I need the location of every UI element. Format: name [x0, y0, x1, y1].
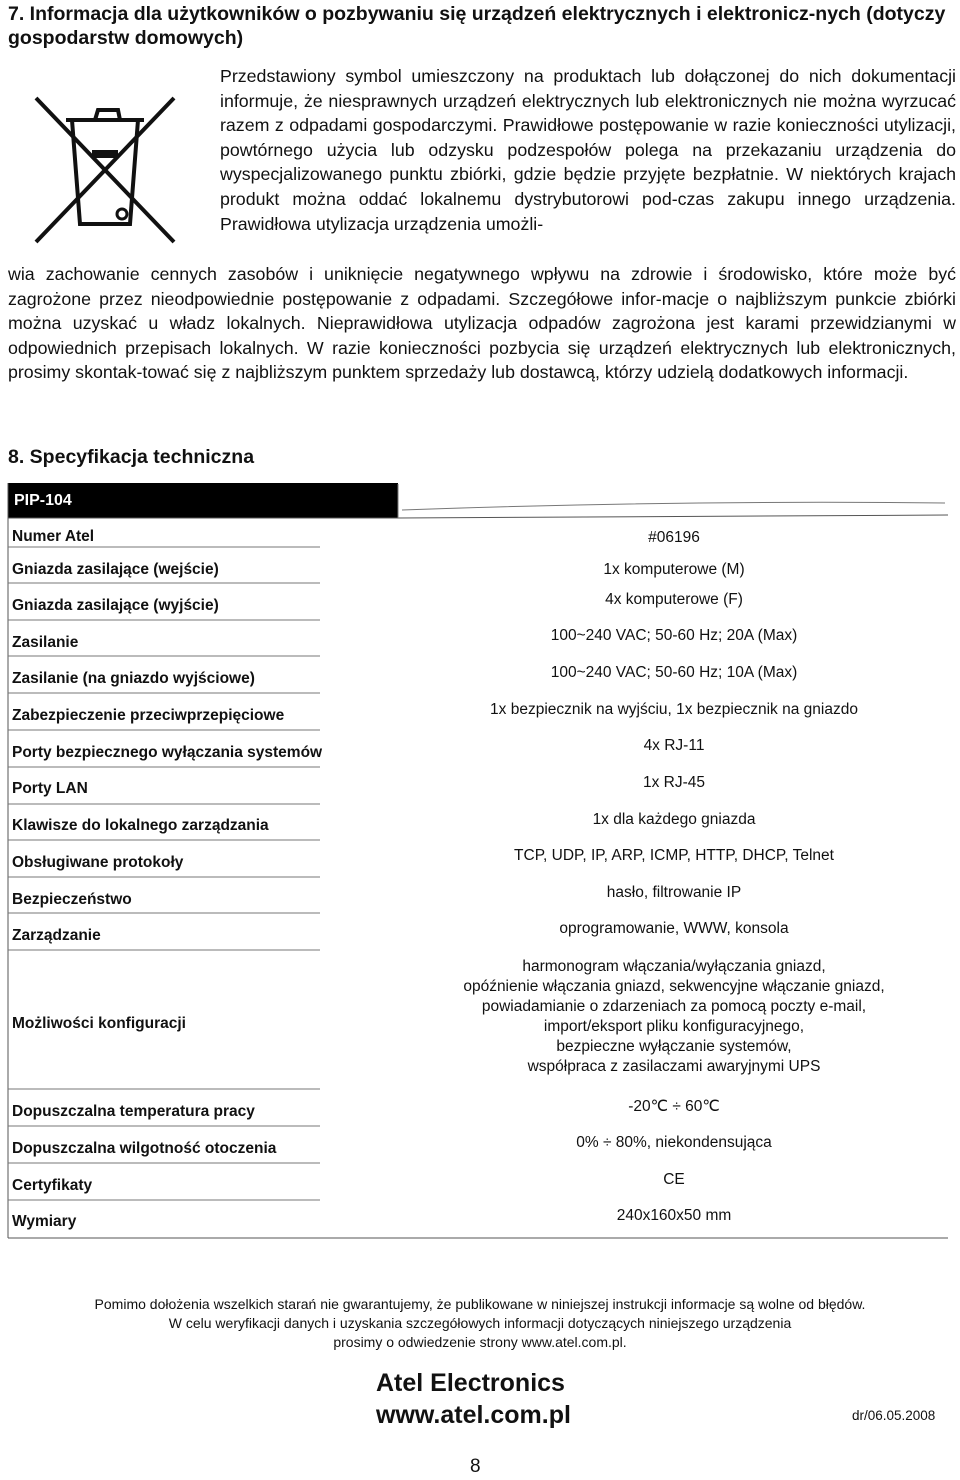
spec-label: Certyfikaty [12, 1177, 93, 1194]
spec-value: oprogramowanie, WWW, konsola [559, 920, 789, 937]
company-website: www.atel.com.pl [376, 1401, 571, 1429]
spec-value: 1x dla każdego gniazda [592, 811, 756, 828]
spec-label: Zasilanie [12, 634, 79, 651]
spec-value: 240x160x50 mm [616, 1207, 732, 1224]
spec-value: 100~240 VAC; 50-60 Hz; 10A (Max) [550, 664, 798, 681]
spec-label: Porty bezpiecznego wyłączania systemów [12, 744, 323, 761]
spec-value: CE [663, 1171, 685, 1188]
spec-value: 4x RJ-11 [643, 737, 705, 754]
section-8-heading: 8. Specyfikacja techniczna [8, 446, 255, 468]
disclaimer-line: Pomimo dołożenia wszelkich starań nie gwarantujemy, że publikowane w niniejszej instrukcji informacje są wolne od błędów. [94, 1296, 866, 1312]
spec-value-line: współpraca z zasilaczami awaryjnymi UPS [527, 1058, 821, 1075]
spec-value: 1x RJ-45 [642, 774, 706, 791]
spec-value: 0% ÷ 80%, niekondensująca [576, 1134, 772, 1151]
disclaimer-line: prosimy o odwiedzenie strony www.atel.com.pl. [333, 1334, 627, 1350]
document-date: dr/06.05.2008 [852, 1408, 936, 1423]
spec-value: TCP, UDP, IP, ARP, ICMP, HTTP, DHCP, Telnet [514, 847, 834, 864]
section-7-heading: 7. Informacja dla użytkowników o pozbywaniu się urządzeń elektrycznych i elektronicz-nych (dotyczy gospodarstw domowych) [8, 3, 946, 49]
spec-value: 4x komputerowe (F) [605, 591, 743, 608]
spec-value-line: bezpieczne wyłączanie systemów, [556, 1038, 792, 1055]
spec-label: Porty LAN [12, 780, 88, 797]
spec-value: 1x bezpiecznik na wyjściu, 1x bezpiecznik na gniazdo [490, 701, 858, 718]
spec-value-line: import/eksport pliku konfiguracyjnego, [543, 1018, 805, 1035]
spec-value: -20℃ ÷ 60℃ [628, 1098, 720, 1115]
spec-label: Numer Atel [12, 528, 95, 545]
spec-table-title: PIP-104 [8, 483, 398, 518]
company-name: Atel Electronics [376, 1369, 565, 1397]
spec-value: #06196 [648, 529, 700, 546]
disclaimer-line: W celu weryfikacji danych i uzyskania szczegółowych informacji dotyczących niniejszego urządzenia [168, 1315, 792, 1331]
disclaimer [0, 1295, 960, 1352]
spec-value-line: harmonogram włączania/wyłączania gniazd, [522, 958, 826, 975]
weee-paragraph-intro: Przedstawiony symbol umieszczony na produktach lub dołączonej do nich dokumentacji informuje, że niesprawnych urządzeń elektrycznych lub elektronicznych nie można wyrzucać razem z odpadami gospodarczymi. Prawidłowe postępowanie w razie konieczności utylizacji, powtórnego użycia lub odzysku podzespołów polega na przekazaniu urządzenia do wyspecjalizowanego punktu zbiórki, gdzie będzie przyjęte bezpłatnie. W niektórych krajach produkt można oddać lokalnemu dystrybutorowi pod-czas zakupu innego urządzenia. Prawidłowa utylizacja urządzenia umożli- [220, 66, 956, 234]
spec-label: Obsługiwane protokoły [12, 854, 184, 871]
spec-value-line: opóźnienie włączania gniazd, sekwencyjne włączanie gniazd, [463, 978, 885, 995]
spec-label: Bezpieczeństwo [12, 891, 132, 908]
spec-value-line: powiadamianie o zdarzeniach za pomocą poczty e-mail, [481, 998, 867, 1015]
spec-label: Wymiary [12, 1213, 77, 1230]
spec-label: Zarządzanie [12, 927, 101, 944]
spec-value: 100~240 VAC; 50-60 Hz; 20A (Max) [550, 627, 798, 644]
spec-label: Gniazda zasilające (wyjście) [12, 597, 219, 614]
spec-value: hasło, filtrowanie IP [606, 884, 742, 901]
spec-label: Dopuszczalna wilgotność otoczenia [12, 1140, 277, 1157]
weee-paragraph-continued: wia zachowanie cennych zasobów i uniknięcie negatywnego wpływu na zdrowie i środowisko, które może być zagrożone przez nieodpowiednie postępowanie z odpadami. Szczegółowe infor-macje o najbliższym punkcie zbiórki można uzyskać u władz lokalnych. Nieprawidłowa utylizacja odpadów zagrożona jest karami przewidzianymi w odpowiednich przepisach lokalnych. W razie konieczności pozbycia się urządzeń elektrycznych lub elektronicznych, prosimy skontak-tować się z najbliższym punktem sprzedaży lub dostawcą, którzy udzielą dodatkowych informacji. [8, 264, 956, 383]
spec-label: Klawisze do lokalnego zarządzania [12, 817, 269, 834]
spec-label: Dopuszczalna temperatura pracy [12, 1103, 255, 1120]
spec-value: 1x komputerowe (M) [603, 561, 745, 578]
spec-label: Zabezpieczenie przeciwprzepięciowe [12, 707, 285, 724]
company-brand [376, 1367, 571, 1431]
page-number: 8 [470, 1456, 481, 1477]
spec-value [390, 957, 958, 1077]
spec-label: Gniazda zasilające (wejście) [12, 561, 219, 578]
spec-label: Możliwości konfiguracji [12, 1015, 186, 1032]
spec-label: Zasilanie (na gniazdo wyjściowe) [12, 670, 255, 687]
